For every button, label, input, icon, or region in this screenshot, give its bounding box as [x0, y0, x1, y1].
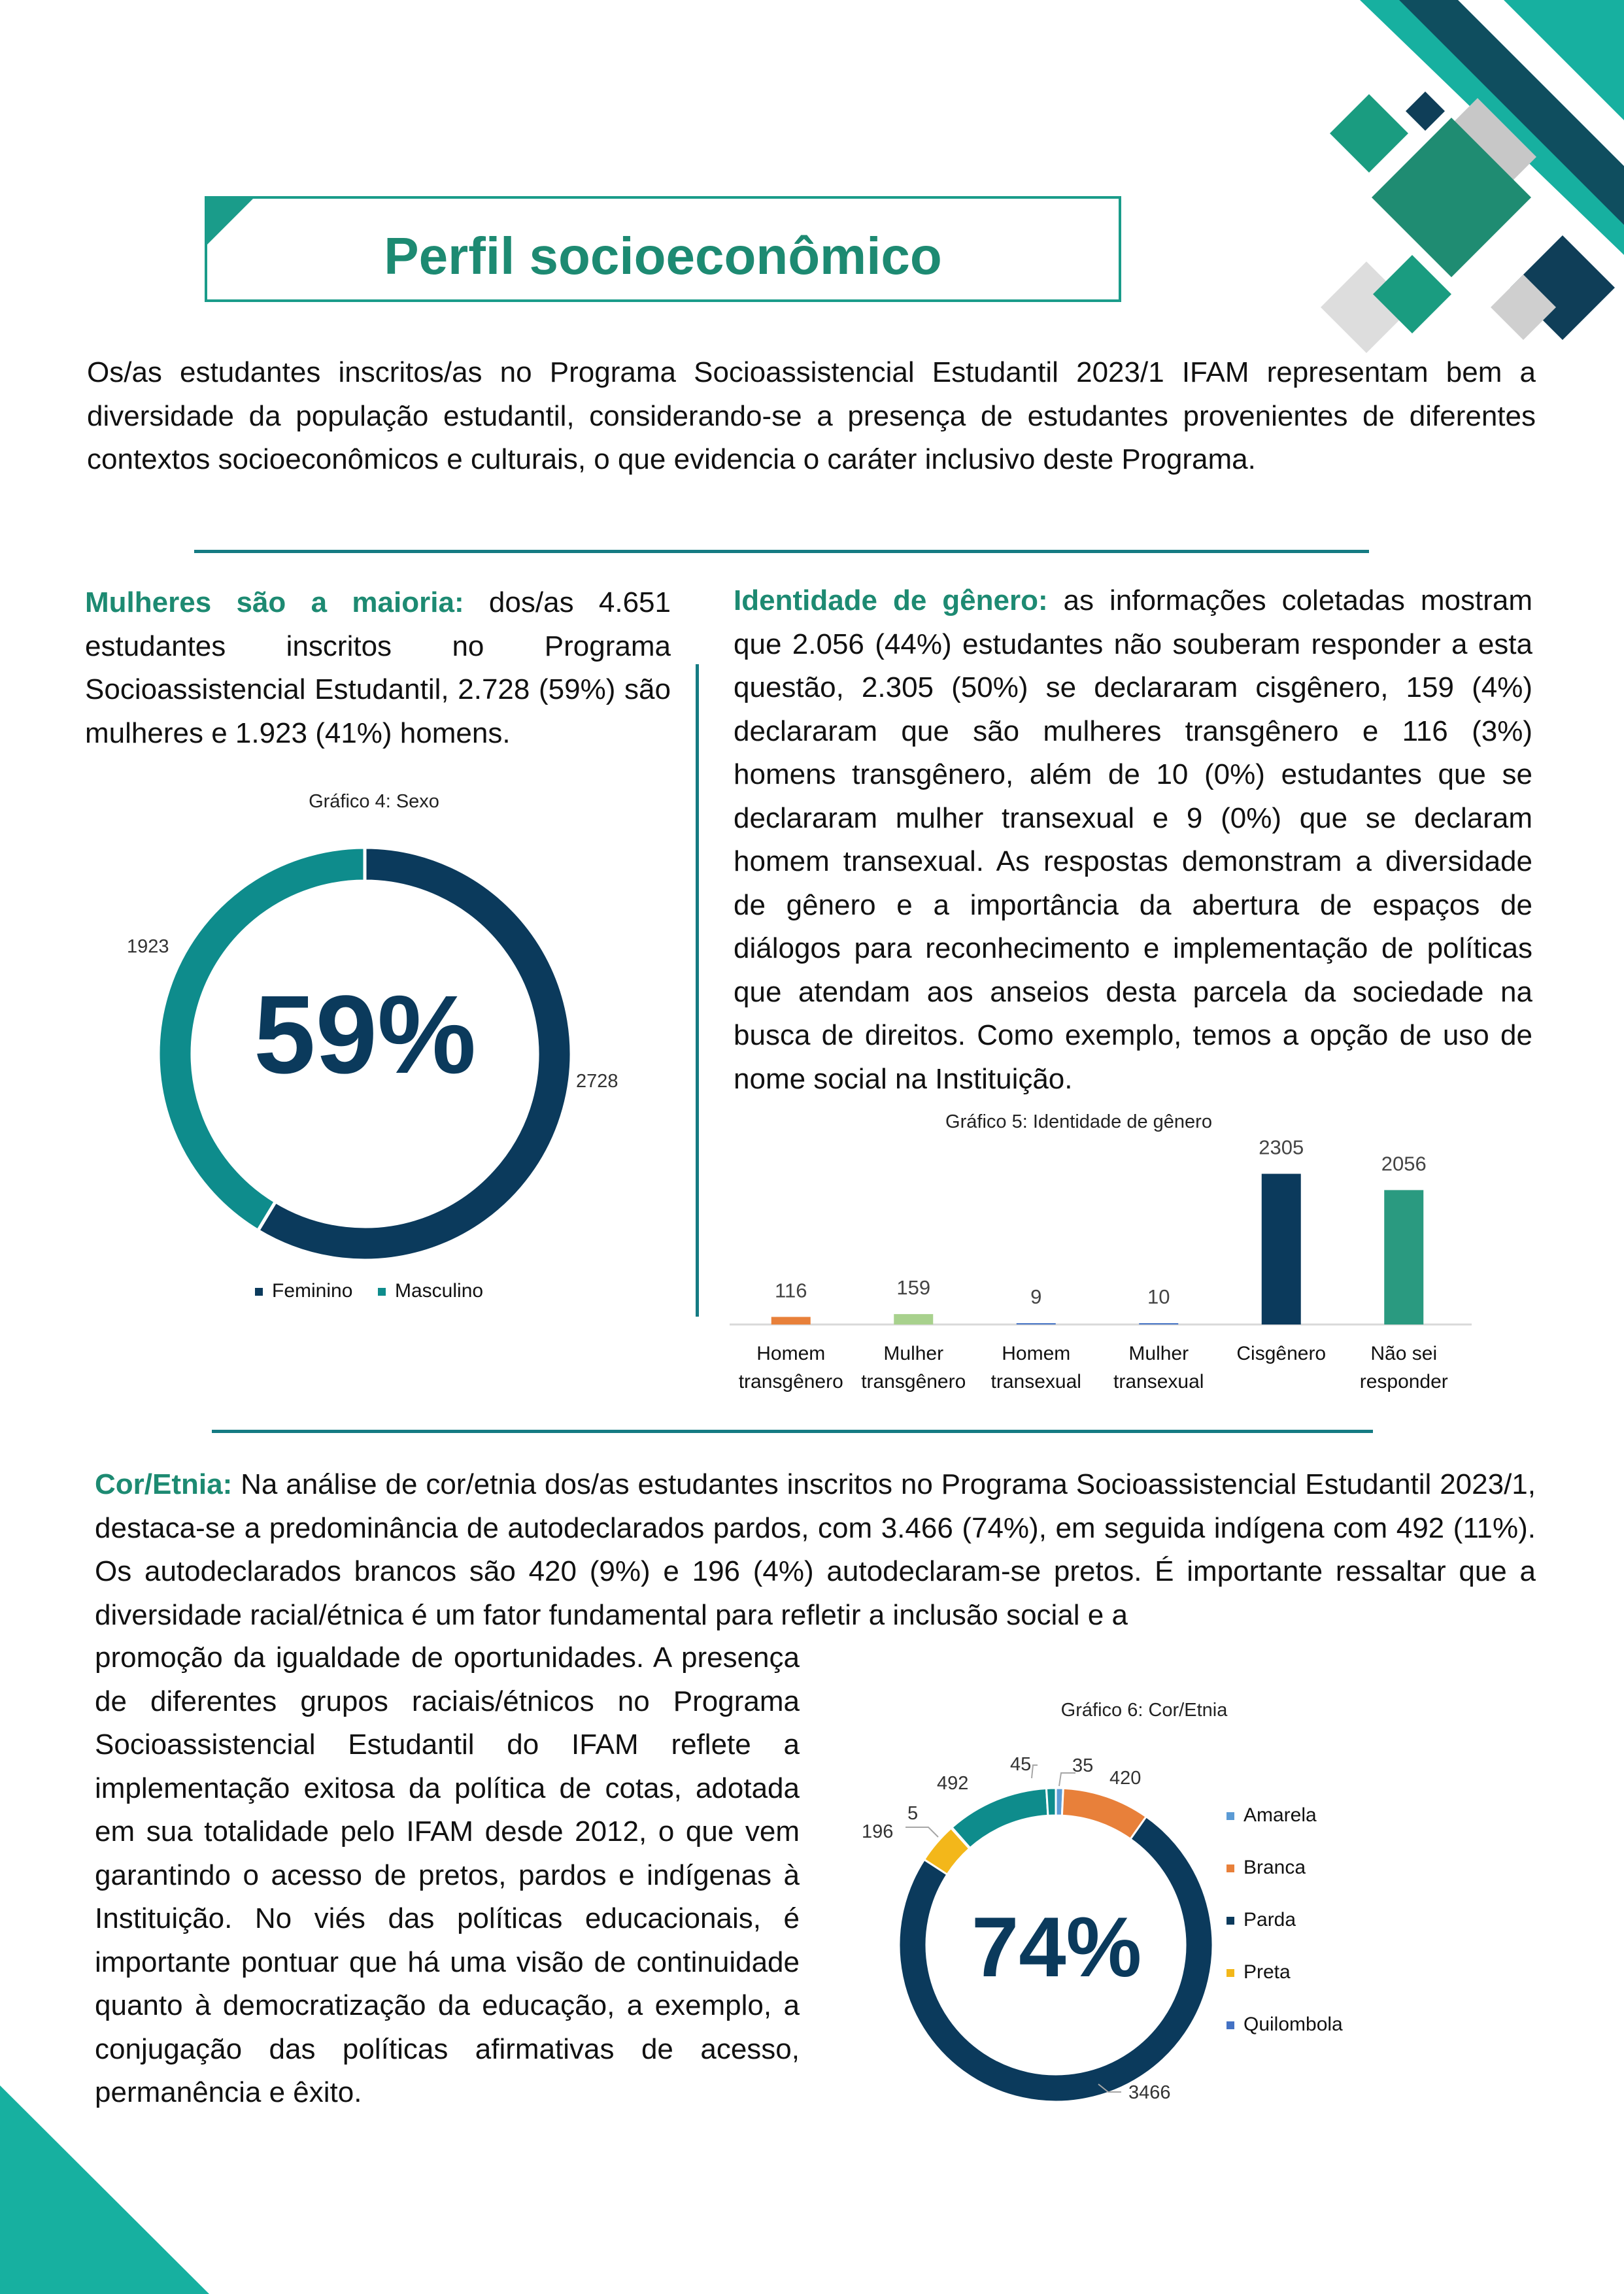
bar-value-label: 9 [1030, 1285, 1042, 1308]
section-divider-bottom [212, 1430, 1373, 1433]
chart-cor-label-extra: 45 [1010, 1754, 1032, 1775]
cor-paragraph-bottom: promoção da igualdade de oportunidades. A presença de diferentes grupos raciais/étnicos no Programa Socioassistencial Estudantil do IFAM reflete a implementação exitosa da política de cotas, adotada em sua totalidade pelo IFAM desde 2012, o que vem garantindo o acesso de pretos, pardos e indígenas à Instituição. No viés das políticas educacionais, é importante pontuar que há uma visão de continuidade quanto à democratização da educação, a exemplo, a conjugação das políticas afirmativas de acesso, permanência e êxito. [95, 1642, 800, 2108]
intro-paragraph: Os/as estudantes inscritos/as no Programa Socioassistencial Estudantil 2023/1 IFAM representam bem a diversidade da população estudantil, considerando-se a presença de estudantes provenientes de diferentes contextos socioeconômicos e culturais, o que evidencia o caráter inclusivo deste Programa. [87, 356, 1536, 475]
cor-paragraph-top [95, 1463, 1536, 1637]
page-title: Perfil socioeconômico [384, 227, 942, 285]
genero-text: as informações coletadas mostram que 2.056 (44%) estudantes não souberam responder a esta questão, 2.305 (50%) se declararam cisgênero, 159 (4%) declararam que são mulheres transgênero e 116 (3%) homens transgênero, além de 10 (0%) estudantes que se declararam mulher transexual e 9 (0%) que se declaram homem transexual. As respostas demonstram a diversidade de gênero e a importância da abertura de espaços de diálogos para reconhecimento e implementação de políticas que atendam aos anseios desta parcela da sociedade na busca de direitos. Como exemplo, temos a opção de uso de nome social na Instituição. [734, 584, 1532, 1095]
legend-swatch-feminino [255, 1288, 263, 1296]
sexo-lead: Mulheres são a maioria: [85, 586, 464, 618]
legend-swatch-parda [1226, 1917, 1234, 1925]
cor-lead: Cor/Etnia: [95, 1468, 233, 1500]
bar-category-label: Não sei responder [1359, 1343, 1448, 1392]
chart-sexo-legend-masculino: Masculino [378, 1280, 483, 1302]
bar-value-label: 116 [775, 1279, 807, 1302]
legend-swatch-branca [1226, 1864, 1234, 1872]
bar-1 [894, 1314, 933, 1324]
chart-cor-label-parda: 3466 [1128, 2082, 1171, 2103]
bar-4 [1262, 1174, 1301, 1325]
chart-cor-label-preta: 196 [862, 1821, 894, 1842]
chart-genero-title: Gráfico 5: Identidade de gênero [945, 1111, 1212, 1132]
chart-cor-label-quilombola: 5 [907, 1803, 919, 1824]
bar-3 [1139, 1323, 1178, 1324]
legend-swatch-quilombola [1226, 2021, 1234, 2029]
bar-category-label: Mulher transexual [1113, 1343, 1204, 1392]
bar-0 [771, 1317, 811, 1324]
chart-sexo-title: Gráfico 4: Sexo [309, 791, 439, 812]
chart-cor-legend-parda: Parda [1226, 1909, 1296, 1931]
bar-5 [1384, 1190, 1423, 1324]
sexo-text: dos/as 4.651 estudantes inscritos no Programa Socioassistencial Estudantil, 2.728 (59%) são mulheres e 1.923 (41%) homens. [85, 586, 671, 749]
genero-lead: Identidade de gênero: [734, 584, 1048, 616]
genero-paragraph [734, 579, 1532, 1101]
section-divider-top [194, 550, 1369, 553]
chart-cor-leader-lines [876, 1752, 1203, 2144]
chart-sexo-label-feminino: 2728 [576, 1071, 618, 1092]
chart-sexo-legend-feminino: Feminino [255, 1280, 352, 1302]
title-box [205, 196, 1121, 302]
bar-value-label: 159 [896, 1276, 931, 1300]
bar-value-label: 2305 [1259, 1136, 1304, 1159]
bar-value-label: 2056 [1381, 1152, 1427, 1175]
chart-genero-bars [730, 1072, 1481, 1334]
chart-sexo-label-masculino: 1923 [127, 936, 169, 957]
chart-cor-label-branca: 420 [1109, 1768, 1142, 1789]
bar-value-label: 10 [1147, 1285, 1170, 1308]
chart-cor-label-indigena: 492 [937, 1773, 969, 1794]
bar-category-label: Cisgênero [1236, 1343, 1327, 1364]
sexo-paragraph [85, 581, 671, 755]
chart-cor-legend-quilombola: Quilombola [1226, 2014, 1343, 2036]
legend-swatch-amarela [1226, 1812, 1234, 1820]
bar-category-label: Homem transexual [990, 1343, 1081, 1392]
column-divider [696, 664, 699, 1317]
chart-sexo-center-label: 59% [254, 973, 477, 1097]
bar-2 [1017, 1323, 1056, 1324]
chart-cor-center-label: 74% [972, 1899, 1142, 1995]
chart-cor-title: Gráfico 6: Cor/Etnia [1060, 1700, 1228, 1721]
chart-cor-label-amarela: 35 [1072, 1755, 1094, 1776]
chart-cor-legend-amarela: Amarela [1226, 1804, 1317, 1827]
legend-swatch-preta [1226, 1969, 1234, 1977]
cor-text-top: Na análise de cor/etnia dos/as estudantes inscritos no Programa Socioassistencial Estudantil 2023/1, destaca-se a predominância de autodeclarados pardos, com 3.466 (74%), em seguida indígena com 492 (11%). Os autodeclarados brancos são 420 (9%) e 196 (4%) autodeclaram-se pretos. É importante ressaltar que a diversidade racial/étnica é um fator fundamental para refletir a inclusão social e a [95, 1468, 1536, 1631]
chart-cor-legend-preta: Preta [1226, 1961, 1291, 1983]
bar-category-label: Mulher transgênero [861, 1343, 966, 1392]
bar-category-label: Homem transgênero [738, 1343, 843, 1392]
legend-swatch-masculino [378, 1288, 386, 1296]
chart-cor-legend-branca: Branca [1226, 1857, 1306, 1879]
